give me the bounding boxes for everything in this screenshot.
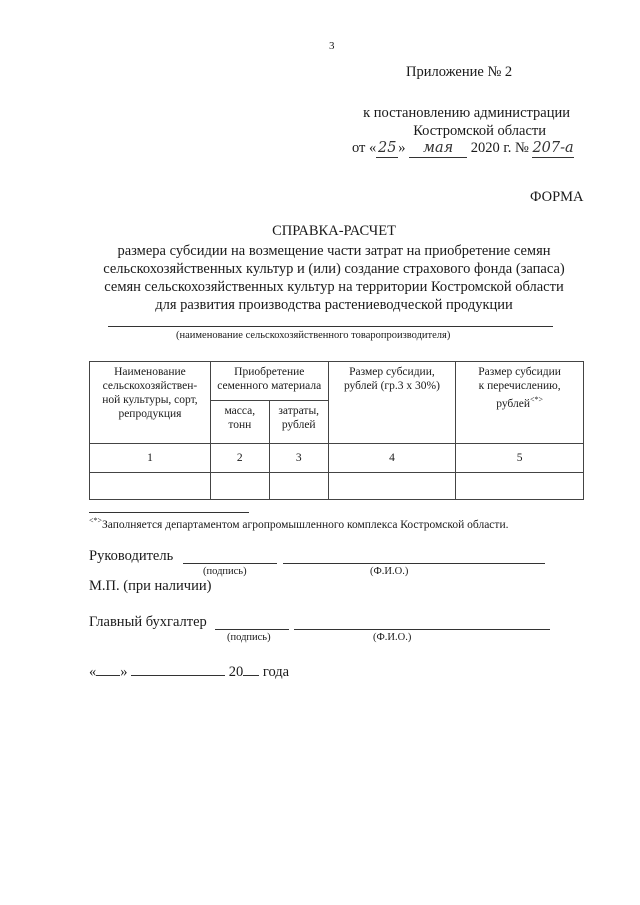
head-signature-line bbox=[183, 563, 277, 564]
table-row bbox=[90, 473, 584, 500]
header-mass: масса, тонн bbox=[210, 401, 269, 444]
date-open-quote: « bbox=[89, 664, 97, 680]
subtitle-line-4: для развития производства растениеводческой продукции bbox=[155, 297, 513, 313]
head-name-caption: (Ф.И.О.) bbox=[370, 566, 409, 577]
accountant-name-line bbox=[294, 629, 550, 630]
accountant-label: Главный бухгалтер bbox=[89, 614, 207, 630]
date-mid: » bbox=[398, 140, 406, 156]
accountant-signature-line bbox=[215, 629, 289, 630]
footnote-marker: <*> bbox=[89, 516, 103, 525]
date-close-quote: » bbox=[120, 664, 128, 680]
date-line bbox=[89, 663, 289, 681]
col-number-3: 3 bbox=[269, 444, 328, 473]
appendix-label: Приложение № 2 bbox=[406, 64, 513, 80]
head-signature-caption: (подпись) bbox=[203, 566, 247, 577]
table-header-row bbox=[90, 362, 584, 401]
date-number: 207-а bbox=[532, 140, 574, 156]
empty-cell bbox=[90, 473, 211, 500]
decree-line-2: Костромской области bbox=[413, 123, 546, 139]
col-number-5: 5 bbox=[456, 444, 584, 473]
col-number-2: 2 bbox=[210, 444, 269, 473]
month-blank bbox=[131, 663, 225, 676]
year-blank bbox=[243, 663, 259, 676]
empty-cell bbox=[456, 473, 584, 500]
subtitle-line-1: размера субсидии на возмещение части затрат на приобретение семян bbox=[117, 243, 551, 259]
head-label: Руководитель bbox=[89, 548, 174, 564]
date-day: 25 bbox=[378, 140, 397, 156]
empty-cell bbox=[328, 473, 456, 500]
header-crop-name: Наименование сельскохозяйствен- ной культуры, сорт, репродукция bbox=[90, 362, 211, 444]
footnote-text: Заполняется департаментом агропромышленного комплекса Костромской области. bbox=[102, 518, 509, 531]
stamp-label: М.П. (при наличии) bbox=[89, 578, 212, 594]
accountant-name-caption: (Ф.И.О.) bbox=[373, 632, 412, 643]
page-number: 3 bbox=[329, 40, 335, 52]
year-prefix: 20 bbox=[228, 664, 244, 680]
accountant-signature-caption: (подпись) bbox=[227, 632, 271, 643]
year-suffix: года bbox=[262, 664, 290, 680]
subtitle-line-3: семян сельскохозяйственных культур на территории Костромской области bbox=[104, 279, 564, 295]
header-costs: затраты, рублей bbox=[269, 401, 328, 444]
decree-line-1: к постановлению администрации bbox=[363, 105, 570, 121]
footnote-separator bbox=[89, 512, 249, 513]
footnote bbox=[89, 516, 508, 531]
empty-cell bbox=[269, 473, 328, 500]
table-number-row bbox=[90, 444, 584, 473]
col-number-4: 4 bbox=[328, 444, 456, 473]
date-year: 2020 г. № bbox=[470, 140, 529, 156]
header-subsidy-size: Размер субсидии, рублей (гр.3 х 30%) bbox=[328, 362, 456, 444]
day-blank bbox=[96, 663, 120, 676]
header-subsidy-transfer: Размер субсидии к перечислению, рублей<*> bbox=[456, 362, 584, 444]
col-number-1: 1 bbox=[90, 444, 211, 473]
date-prefix: от « bbox=[352, 140, 377, 156]
decree-date-line bbox=[352, 139, 574, 158]
producer-name-line bbox=[108, 326, 553, 327]
form-label: ФОРМА bbox=[530, 189, 584, 205]
document-title: СПРАВКА-РАСЧЕТ bbox=[272, 223, 396, 239]
date-month: мая bbox=[409, 139, 467, 158]
producer-caption: (наименование сельскохозяйственного товаропроизводителя) bbox=[176, 330, 451, 341]
head-name-line bbox=[283, 563, 545, 564]
calculation-table bbox=[89, 361, 584, 500]
header-seed-purchase: Приобретение семенного материала bbox=[210, 362, 328, 401]
empty-cell bbox=[210, 473, 269, 500]
subtitle-line-2: сельскохозяйственных культур и (или) создание страхового фонда (запаса) bbox=[103, 261, 565, 277]
